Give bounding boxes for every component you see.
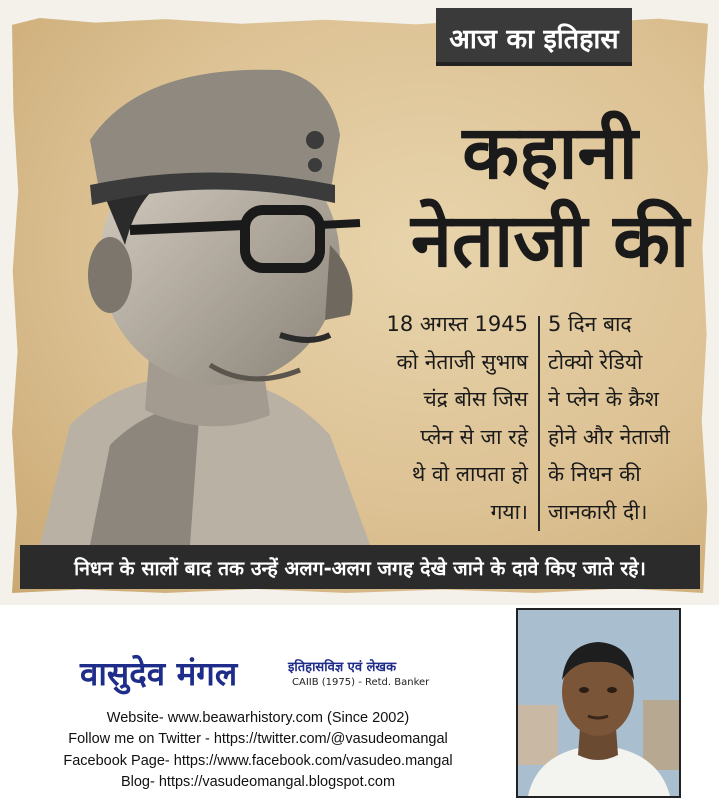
section-tag-label: आज का इतिहास	[449, 23, 619, 55]
right-column	[548, 306, 698, 531]
portrait-illustration	[30, 45, 390, 545]
bottom-banner: निधन के सालों बाद तक उन्हें अलग-अलग जगह देखे जाने के दावे किए जाते रहे।	[20, 545, 700, 589]
right-column-line: के निधन की	[548, 462, 641, 486]
left-column-line: 18 अगस्त 1945	[386, 312, 528, 336]
left-column-line: चंद्र बोस जिस	[423, 387, 528, 411]
section-tag	[436, 8, 632, 66]
left-column-line: गया।	[490, 499, 528, 524]
tag-underline	[436, 62, 632, 66]
right-column-line: 5 दिन बाद	[548, 312, 632, 336]
author-credentials: CAIIB (1975) - Retd. Banker	[292, 677, 430, 688]
website-link[interactable]: Website- www.beawarhistory.com (Since 2002)	[106, 710, 410, 726]
blog-link[interactable]: Blog- https://vasudeomangal.blogspot.com	[120, 774, 396, 790]
headline-line-1: कहानी	[462, 110, 638, 196]
facebook-link[interactable]: Facebook Page- https://www.facebook.com/vasudeo.mangal	[63, 753, 453, 769]
right-column-line: ने प्लेन के क्रैश	[548, 387, 659, 411]
left-column-line: को नेताजी सुभाष	[396, 349, 528, 374]
author-photo-illustration	[518, 610, 679, 796]
left-column-line: थे वो लापता हो	[411, 462, 528, 486]
column-divider	[538, 316, 540, 531]
author-name: वासुदेव मंगल	[80, 654, 238, 693]
author-role: इतिहासविज्ञ एवं लेखक	[288, 660, 397, 675]
headline-line-2: नेताजी की	[410, 198, 690, 284]
author-photo	[516, 608, 681, 798]
left-column-line: प्लेन से जा रहे	[420, 424, 528, 449]
right-column-line: टोक्यो रेडियो	[548, 349, 643, 374]
right-column-line: जानकारी दी।	[548, 499, 648, 524]
left-column	[370, 306, 528, 531]
right-column-line: होने और नेताजी	[548, 424, 670, 449]
twitter-link[interactable]: Follow me on Twitter - https://twitter.com/@vasudeomangal	[68, 731, 448, 747]
